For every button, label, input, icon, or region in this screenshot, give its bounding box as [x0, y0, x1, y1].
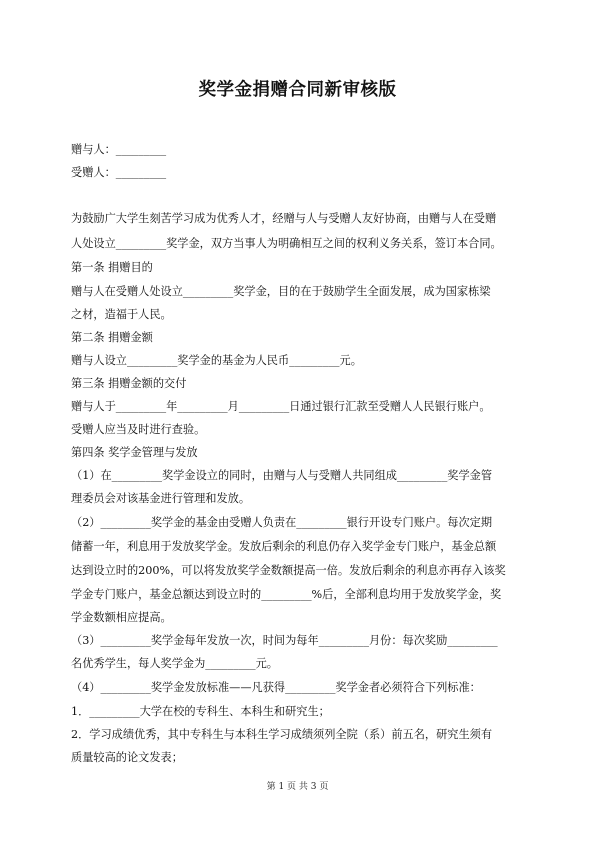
body-line: 赠与人在受赠人处设立_________奖学金，目的在于鼓励学生全面发展，成为国家栋梁	[71, 285, 491, 298]
body-line: （1）在_________奖学金设立的同时，由赠与人与受赠人共同组成_________奖学金管	[71, 469, 493, 482]
body-line: 2．学习成绩优秀，其中专科生与本科生学习成绩须列全院（系）前五名，研究生须有	[71, 728, 493, 741]
body-line: （3）_________奖学金每年发放一次，时间为每年_________月份：每次奖励_________	[71, 634, 498, 647]
body-line: 学金专门账户，基金总额达到设立时的_________%后，全部利息均用于发放奖学金，奖	[71, 588, 502, 601]
section-heading: 第二条 捐赠金额	[71, 331, 153, 344]
body-line: 学金数额相应提高。	[71, 611, 172, 624]
recipient-line: 受赠人：_________	[71, 166, 167, 179]
body-line: 名优秀学生，每人奖学金为_________元。	[71, 657, 278, 670]
body-line: 赠与人设立_________奖学金的基金为人民币_________元。	[71, 354, 362, 367]
body-line: 赠与人于_________年_________月_________日通过银行汇款至受赠人人民银行账户。	[71, 400, 491, 413]
body-line: 为鼓励广大学生刻苦学习成为优秀人才，经赠与人与受赠人友好协商，由赠与人在受赠	[71, 212, 497, 225]
page-number: 第 1 页 共 3 页	[266, 782, 329, 792]
donor-line: 赠与人：_________	[71, 143, 167, 156]
body-line: 1．_________大学在校的专科生、本科生和研究生；	[71, 705, 330, 718]
body-line: 储蓄一年，利息用于发放奖学金。发放后剩余的利息仍存入奖学金专门账户，基金总额	[71, 540, 497, 553]
body-line: （4）_________奖学金发放标准——凡获得_________奖学金者必须符合下列标准：	[71, 681, 481, 694]
body-line: 理委员会对该基金进行管理和发放。	[71, 492, 251, 505]
body-line: 受赠人应当及时进行查验。	[71, 423, 206, 436]
section-heading: 第四条 奖学金管理与发放	[71, 446, 198, 459]
body-line: 人处设立_________奖学金，双方当事人为明确相互之间的权利义务关系，签订本合同。	[71, 237, 502, 250]
section-heading: 第三条 捐赠金额的交付	[71, 377, 187, 390]
body-line: 之材，造福于人民。	[71, 308, 172, 321]
body-line: 质量较高的论文发表；	[71, 751, 183, 764]
body-line: 达到设立时的200%，可以将发放奖学金数额提高一倍。发放后剩余的利息亦再存入该奖	[71, 564, 506, 577]
body-line: （2）_________奖学金的基金由受赠人负责在_________银行开设专门账户。每次定期	[71, 516, 493, 529]
document-title: 奖学金捐赠合同新审核版	[198, 80, 397, 100]
section-heading: 第一条 捐赠目的	[71, 261, 153, 274]
